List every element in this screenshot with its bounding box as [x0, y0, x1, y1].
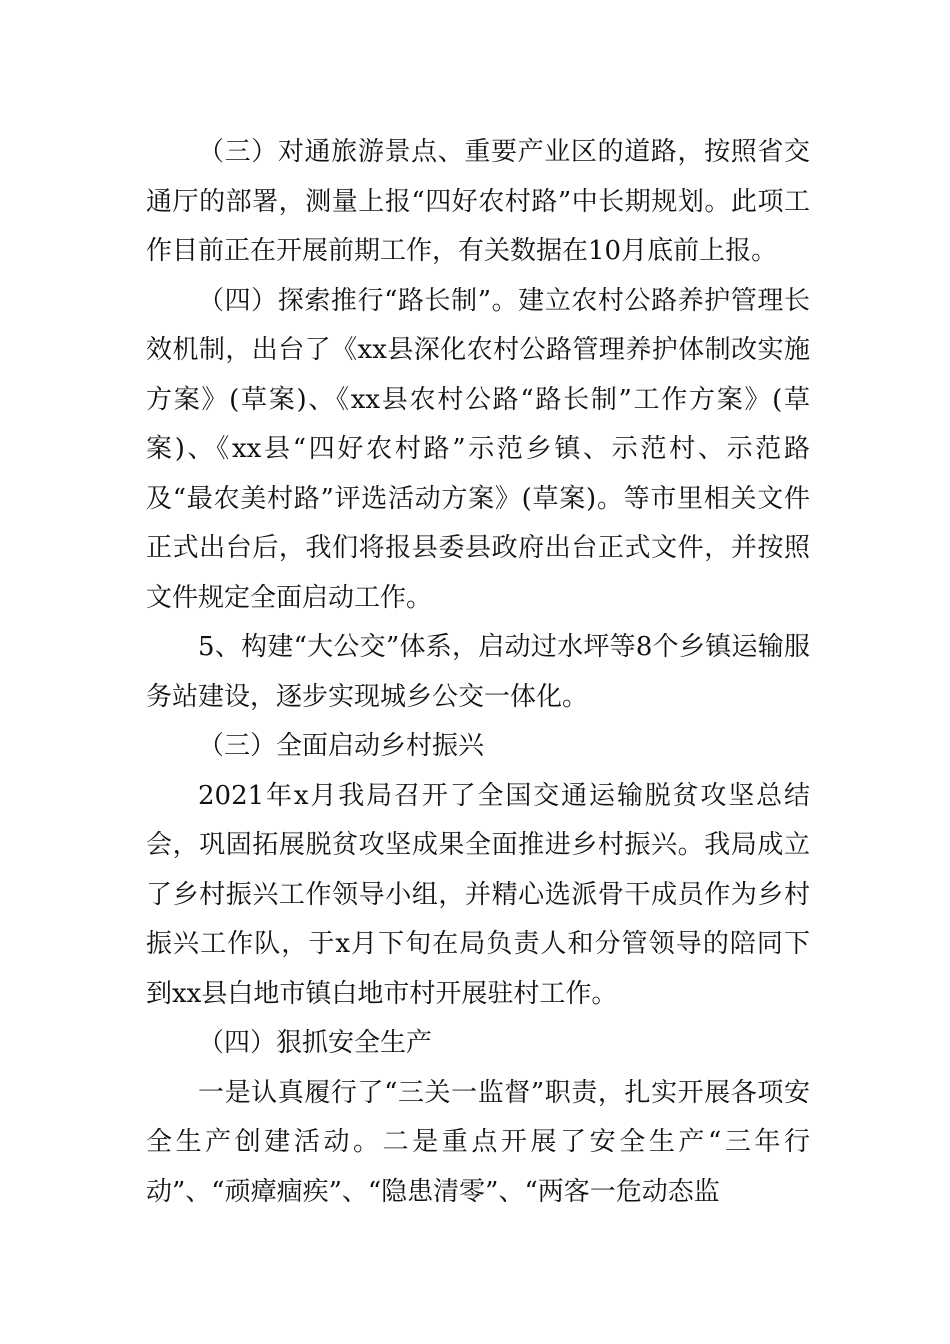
heading-rural-revitalization: （三）全面启动乡村振兴 — [198, 731, 485, 761]
paragraph-rural-revitalization: 2021年x月我局召开了全国交通运输脱贫攻坚总结会，巩固拓展脱贫攻坚成果全面推进乡村振兴。我局成立了乡村振兴工作领导小组，并精心选派骨干成员作为乡村振兴工作队，于x月下旬在局负责人和分管领导的陪同下到xx县白地市镇白地市村开展驻村工作。 — [146, 780, 810, 1009]
paragraph-public-transit: 5、构建“大公交”体系，启动过水坪等8个乡镇运输服务站建设，逐步实现城乡公交一体化。 — [146, 632, 810, 712]
document-body — [146, 128, 810, 1217]
paragraph-road-chief-system: （四）探索推行“路长制”。建立农村公路养护管理长效机制，出台了《xx县深化农村公路管理养护体制改实施方案》(草案)、《xx县农村公路“路长制”工作方案》(草案)、《xx县“四好农村路”示范乡镇、示范村、示范路及“最农美村路”评选活动方案》(草案)。等市里相关文件正式出台后，我们将报县委县政府出台正式文件，并按照文件规定全面启动工作。 — [146, 285, 810, 613]
paragraph-road-planning: （三）对通旅游景点、重要产业区的道路，按照省交通厅的部署，测量上报“四好农村路”中长期规划。此项工作目前正在开展前期工作，有关数据在10月底前上报。 — [146, 137, 810, 266]
paragraph-safety-production: 一是认真履行了“三关一监督”职责，扎实开展各项安全生产创建活动。二是重点开展了安全生产“三年行动”、“顽瘴痼疾”、“隐患清零”、“两客一危动态监 — [146, 1077, 810, 1207]
heading-safety-production: （四）狠抓安全生产 — [198, 1028, 433, 1058]
